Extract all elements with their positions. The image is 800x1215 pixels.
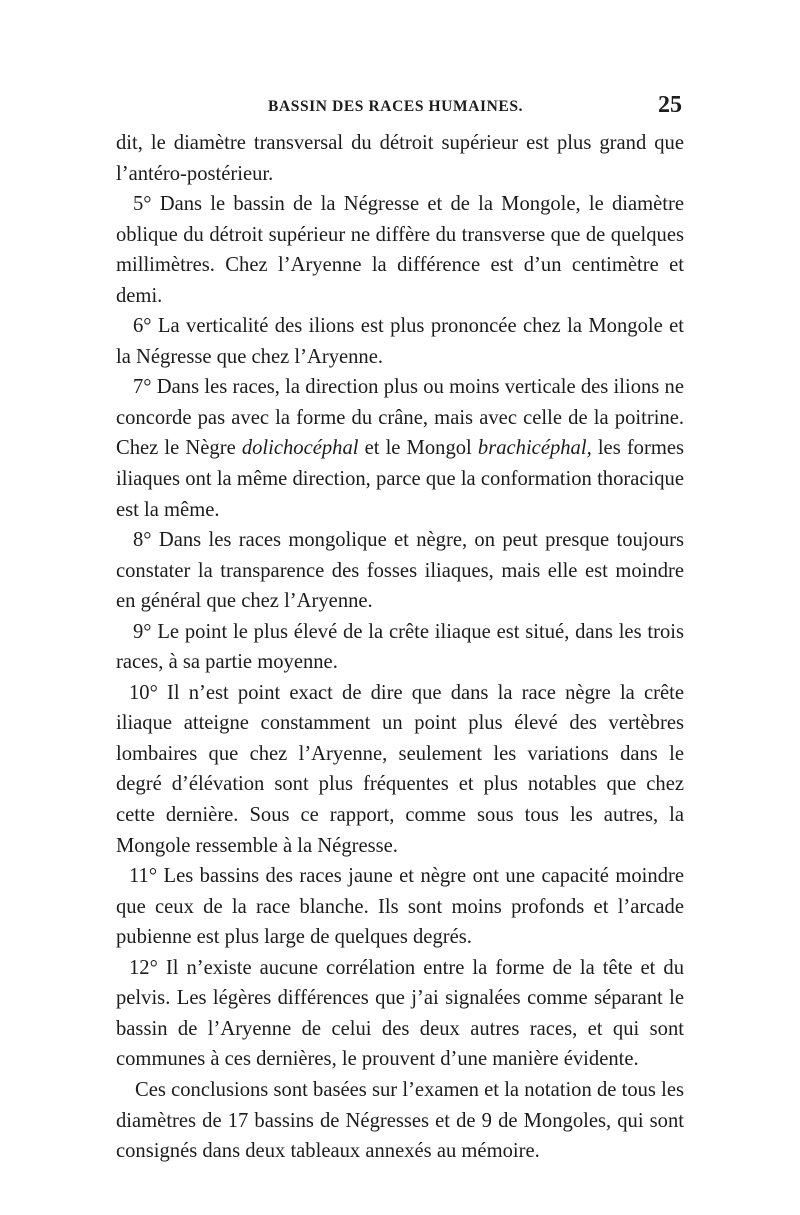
paragraph-7-text-after: les formes iliaques ont la même direction, parce que la conformation thoracique est la même. <box>116 437 685 521</box>
running-head <box>116 94 684 124</box>
paragraph-conclusion-8: 8° Dans les races mongolique et nègre, on peut presque toujours constater la transparence des fosses iliaques, mais elle est moindre en général que chez l’Aryenne. <box>116 529 684 613</box>
paragraph-conclusion-12: 12° Il n’existe aucune corrélation entre la forme de la tête et du pelvis. Les légères différences que j’ai signalées comme séparant le bassin de l’Aryenne de celui des deux autres races, et qui sont communes à ces dernières, le prouvent d’une manière évidente. <box>116 956 684 1071</box>
running-title: BASSIN DES RACES HUMAINES. <box>268 98 524 115</box>
paragraph-continuation: dit, le diamètre transversal du détroit supérieur est plus grand que l’antéro-postérieur. <box>116 132 684 185</box>
page-number: 25 <box>658 92 682 118</box>
paragraph-conclusion-5: 5° Dans le bassin de la Négresse et de la Mongole, le diamètre oblique du détroit supérieur ne diffère du transverse que de quelques millimètres. Chez l’Aryenne la différence est d’un centimètre et demi. <box>116 193 684 307</box>
body-text <box>116 128 684 1167</box>
paragraph-final-conclusion: Ces conclusions sont basées sur l’examen et la notation de tous les diamètres de 17 bassins de Négresses et de 9 de Mongoles, qui sont consignés dans deux tableaux annexés au mémoire. <box>116 1078 684 1163</box>
paragraph-conclusion-11: 11° Les bassins des races jaune et nègre ont une capacité moindre que ceux de la race blanche. Ils sont moins profonds et l’arcade pubienne est plus large de quelques degrés. <box>116 865 684 949</box>
paragraph-conclusion-9: 9° Le point le plus élevé de la crête iliaque est situé, dans les trois races, à sa partie moyenne. <box>116 620 684 674</box>
paragraph-conclusion-10: 10° Il n’est point exact de dire que dans la race nègre la crête iliaque atteigne constamment un point plus élevé des vertèbres lombaires que chez l’Aryenne, seulement les variations dans le degré d’élévation sont plus fréquentes et plus notables que chez cette dernière. Sous ce rapport, comme sous tous les autres, la Mongole ressemble à la Négresse. <box>116 681 684 857</box>
term-brachicephal: brachicéphal, <box>477 437 592 460</box>
paragraph-conclusion-6: 6° La verticalité des ilions est plus prononcée chez la Mongole et la Négresse que chez l’Aryenne. <box>116 315 684 368</box>
paragraph-7-text-middle: et le Mongol <box>358 437 478 460</box>
paragraph-7-text-before: 7° Dans les races, la direction plus ou moins verticale des ilions ne concorde pas avec la forme du crâne, mais avec celle de la poitrine. Chez le Nègre <box>116 376 684 460</box>
paragraph-conclusion-7 <box>116 372 684 525</box>
term-dolichocephal: dolichocéphal <box>241 437 359 460</box>
